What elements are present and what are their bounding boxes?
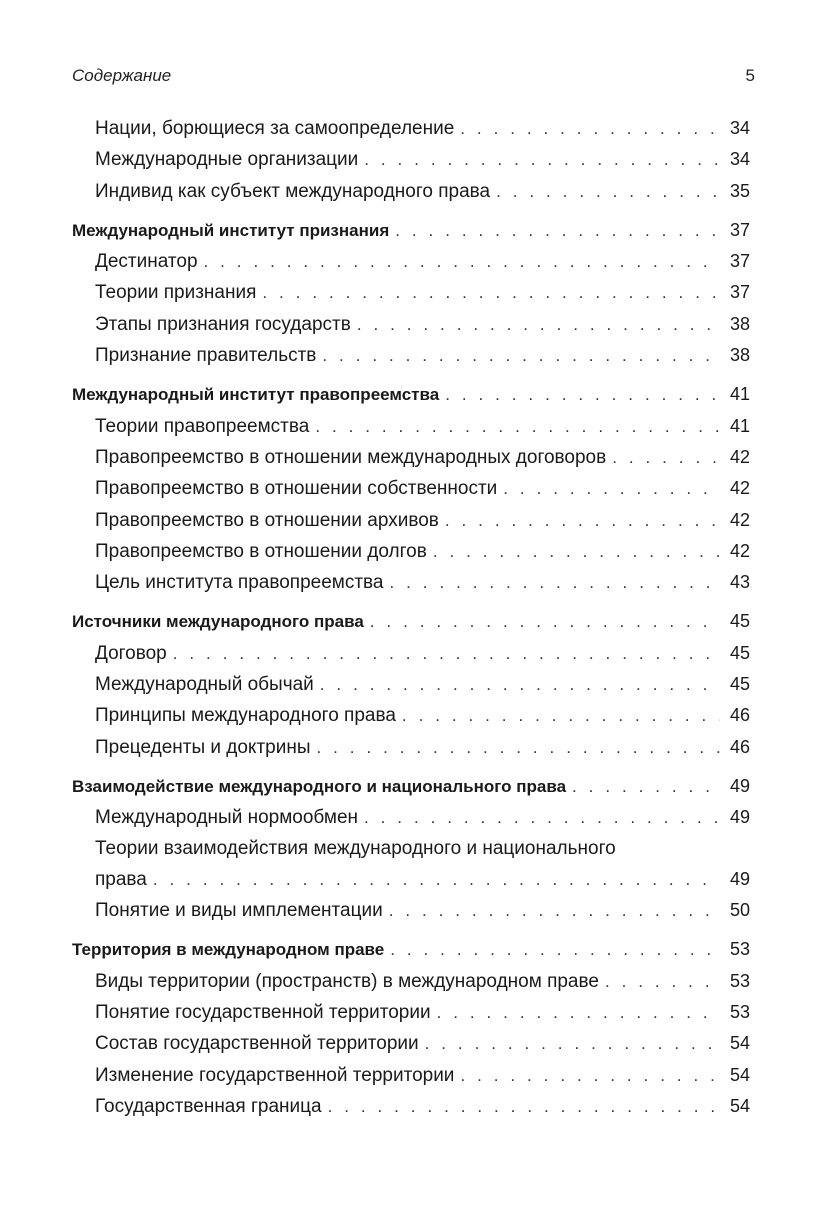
toc-chapter-page: 41	[729, 384, 750, 405]
toc-chapter-label: Территория в международном праве	[72, 940, 385, 960]
dot-leader	[328, 1092, 720, 1122]
toc-entry-label: Дестинатор	[95, 251, 198, 273]
page-number: 5	[745, 66, 755, 85]
toc-entry[interactable]	[72, 536, 750, 567]
toc-entry[interactable]	[72, 176, 750, 207]
toc-entry[interactable]	[72, 473, 750, 504]
toc-entry-label: Индивид как субъект международного права	[95, 180, 491, 202]
toc-entry[interactable]	[72, 411, 750, 442]
toc-entry-label: Изменение государственной территории	[95, 1064, 455, 1086]
toc-entry-page: 53	[729, 1002, 750, 1023]
toc-entry-label: Этапы признания государств	[95, 313, 351, 335]
toc-entry-page: 50	[729, 900, 750, 921]
toc-entry-page: 45	[729, 642, 750, 663]
toc-entry[interactable]	[72, 669, 750, 700]
toc-entry-page: 46	[729, 705, 750, 726]
toc-chapter-label: Международный институт правопреемства	[72, 385, 440, 405]
toc-entry[interactable]	[72, 1091, 750, 1122]
toc-entry-label: Государственная граница	[95, 1095, 322, 1117]
toc-chapter-page: 53	[729, 939, 750, 960]
dot-leader	[322, 341, 720, 371]
dot-leader	[364, 145, 720, 175]
toc-chapter-page: 37	[729, 219, 750, 240]
toc-entry-continuation	[95, 864, 750, 895]
dot-leader	[320, 670, 720, 700]
toc-entry[interactable]	[72, 567, 750, 598]
toc-entry-wrapped[interactable]	[72, 834, 750, 896]
toc-entry-page: 45	[729, 674, 750, 695]
toc-entry-label: Прецеденты и доктрины	[95, 736, 311, 758]
toc-chapter-heading[interactable]	[72, 771, 750, 802]
dot-leader	[357, 310, 720, 340]
toc-entry[interactable]	[72, 895, 750, 926]
toc-entry-label: Международный обычай	[95, 674, 314, 696]
toc-entry-page: 42	[729, 478, 750, 499]
dot-leader	[460, 114, 720, 144]
toc-entry-page: 49	[729, 807, 750, 828]
toc-entry-label: Международный нормообмен	[95, 807, 359, 829]
dot-leader	[390, 568, 721, 598]
dot-leader	[433, 537, 720, 567]
toc-entry-label: Теории правопреемства	[95, 415, 310, 437]
toc-entry-page: 43	[729, 572, 750, 593]
toc-entry-page: 54	[729, 1064, 750, 1085]
toc-entry-label: Договор	[95, 642, 167, 664]
dot-leader	[173, 639, 720, 669]
toc-entry[interactable]	[72, 1060, 750, 1091]
dot-leader	[445, 380, 720, 410]
toc-entry-page: 42	[729, 509, 750, 530]
toc-entry[interactable]	[72, 113, 750, 144]
toc-entry-label-line2: права	[95, 868, 147, 890]
toc-entry-page: 37	[729, 282, 750, 303]
toc-entry-page: 38	[729, 313, 750, 334]
dot-leader	[496, 177, 720, 207]
dot-leader	[262, 278, 720, 308]
dot-leader	[503, 474, 720, 504]
toc-entry[interactable]	[72, 246, 750, 277]
dot-leader	[390, 935, 720, 965]
toc-entry[interactable]	[72, 638, 750, 669]
toc-chapter-page: 49	[729, 775, 750, 796]
toc-chapter-label: Источники международного права	[72, 612, 364, 632]
toc-chapter-heading[interactable]	[72, 934, 750, 965]
toc-chapter-heading[interactable]	[72, 379, 750, 410]
toc-entry-page: 37	[729, 251, 750, 272]
toc-entry-label: Правопреемство в отношении долгов	[95, 540, 427, 562]
dot-leader	[395, 216, 720, 246]
dot-leader	[153, 865, 720, 895]
dot-leader	[370, 607, 720, 637]
toc-entry-label: Принципы международного права	[95, 705, 396, 727]
toc-entry[interactable]	[72, 1028, 750, 1059]
toc-entry-page: 34	[729, 118, 750, 138]
toc-section	[72, 606, 750, 762]
toc-entry-label: Теории признания	[95, 282, 257, 304]
toc-entry-label: Понятие и виды имплементации	[95, 900, 383, 922]
toc-entry-label: Понятие государственной территории	[95, 1002, 431, 1024]
running-head	[72, 66, 755, 90]
table-of-contents	[72, 113, 750, 1130]
dot-leader	[445, 506, 720, 536]
toc-entry[interactable]	[72, 997, 750, 1028]
toc-entry-page: 41	[729, 415, 750, 436]
dot-leader	[460, 1061, 720, 1091]
toc-entry-label: Виды территории (пространств) в международном праве	[95, 970, 599, 992]
dot-leader	[605, 967, 720, 997]
dot-leader	[612, 443, 720, 473]
dot-leader	[389, 896, 720, 926]
toc-entry-label: Международные организации	[95, 149, 359, 171]
dot-leader	[315, 412, 720, 442]
toc-entry[interactable]	[72, 144, 750, 175]
toc-section	[72, 771, 750, 926]
dot-leader	[425, 1029, 720, 1059]
toc-entry-label: Правопреемство в отношении собственности	[95, 478, 498, 500]
toc-chapter-label: Международный институт признания	[72, 220, 390, 240]
toc-chapter-label: Взаимодействие международного и национального права	[72, 776, 567, 796]
dot-leader	[437, 998, 720, 1028]
toc-entry-label-line1: Теории взаимодействия международного и национального	[95, 837, 616, 859]
toc-entry[interactable]	[72, 505, 750, 536]
running-head-title: Содержание	[72, 66, 172, 85]
toc-entry-label: Признание правительств	[95, 345, 317, 367]
dot-leader	[204, 247, 720, 277]
toc-section	[72, 934, 750, 1122]
toc-entry-page: 49	[729, 868, 750, 889]
toc-entry-page: 34	[729, 149, 750, 170]
toc-entry-label: Цель института правопреемства	[95, 572, 384, 594]
toc-entry[interactable]	[72, 966, 750, 997]
toc-entry-page: 54	[729, 1095, 750, 1116]
dot-leader	[364, 803, 720, 833]
toc-entry-page: 53	[729, 970, 750, 991]
toc-entry-label: Состав государственной территории	[95, 1033, 419, 1055]
toc-entry-label: Правопреемство в отношении международных договоров	[95, 446, 607, 468]
toc-entry-page: 46	[729, 736, 750, 757]
toc-entry[interactable]	[72, 700, 750, 731]
toc-entry[interactable]	[72, 309, 750, 340]
toc-entry-page: 35	[729, 180, 750, 201]
toc-entry-page: 38	[729, 345, 750, 366]
toc-entry-page: 42	[729, 540, 750, 561]
dot-leader	[402, 701, 720, 731]
toc-entry[interactable]	[72, 277, 750, 308]
dot-leader	[317, 733, 721, 763]
toc-chapter-heading[interactable]	[72, 606, 750, 637]
toc-entry-page: 42	[729, 446, 750, 467]
toc-entry[interactable]	[72, 442, 750, 473]
toc-chapter-page: 45	[729, 611, 750, 632]
toc-entry[interactable]	[72, 732, 750, 763]
toc-entry-page: 54	[729, 1033, 750, 1054]
toc-entry-label: Правопреемство в отношении архивов	[95, 509, 439, 531]
toc-entry-label: Нации, борющиеся за самоопределение	[95, 118, 455, 139]
toc-section	[72, 379, 750, 598]
toc-entry[interactable]	[72, 340, 750, 371]
toc-entry[interactable]	[72, 802, 750, 833]
toc-section	[72, 215, 750, 371]
toc-section	[72, 113, 750, 207]
dot-leader	[572, 772, 720, 802]
toc-chapter-heading[interactable]	[72, 215, 750, 246]
